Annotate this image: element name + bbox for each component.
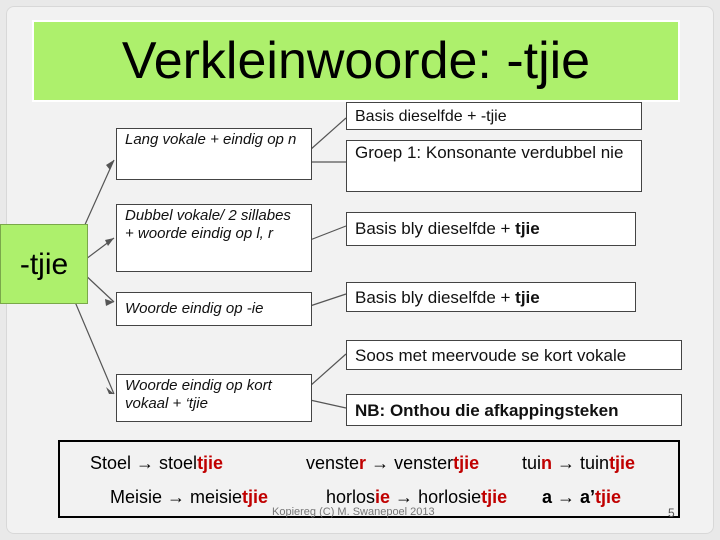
arrow-icon: → [390, 487, 414, 507]
line-rule1-top [310, 118, 346, 150]
rule-1-right: Groep 1: Konsonante verdubbel nie [346, 140, 642, 192]
line-rule4-mid [310, 354, 346, 386]
footer-copyright: Kopiereg (C) M. Swanepoel 2013 [272, 506, 435, 518]
rule-3-left: Woorde eindig op -ie [116, 292, 312, 326]
arrow-icon: → [136, 453, 155, 473]
example-venster: venster → venstertjie [306, 453, 480, 473]
line-rule4-right [310, 400, 346, 408]
line-rule3-right [310, 294, 346, 306]
rule-4-right-bold: NB: Onthou die afkappingsteken [355, 401, 619, 420]
arrow-to-rule-4 [70, 290, 114, 394]
rule-3-right-plain: Basis bly dieselfde + [355, 288, 516, 307]
rule-2-right-bold: tjie [515, 219, 540, 238]
line-rule2-right [310, 226, 346, 240]
example-stoel: Stoel → stoeltjie [90, 453, 224, 473]
example-a: a → a’tjie [542, 487, 622, 507]
rule-2-left: Dubbel vokale/ 2 sillabes + woorde eindig op l, r [116, 204, 312, 272]
page-number: 5 [668, 506, 675, 520]
example-horlosie: horlosie → horlosietjie [326, 487, 508, 507]
top-box: Basis dieselfde + -tjie [346, 102, 642, 130]
arrow-icon: → [557, 487, 576, 507]
rule-4-left: Woorde eindig op kort vokaal + ‘tjie [116, 374, 312, 422]
mid-box: Soos met meervoude se kort vokale [346, 340, 682, 370]
rule-2-right-plain: Basis bly dieselfde + [355, 219, 516, 238]
rule-1-left: Lang vokale + eindig op n [116, 128, 312, 180]
arrow-icon: → [167, 487, 186, 507]
arrow-icon: → [552, 453, 576, 473]
rule-4-right [346, 394, 682, 426]
rule-3-right-bold: tjie [515, 288, 540, 307]
rule-3-right [346, 282, 636, 312]
arrow-icon: → [366, 453, 390, 473]
rule-2-right [346, 212, 636, 246]
slide-title: Verkleinwoorde: -tjie [121, 32, 591, 90]
example-meisie: Meisie → meisietjie [110, 487, 269, 507]
tjie-root-box: -tjie [0, 224, 88, 304]
example-tuin: tuin → tuintjie [522, 453, 636, 473]
